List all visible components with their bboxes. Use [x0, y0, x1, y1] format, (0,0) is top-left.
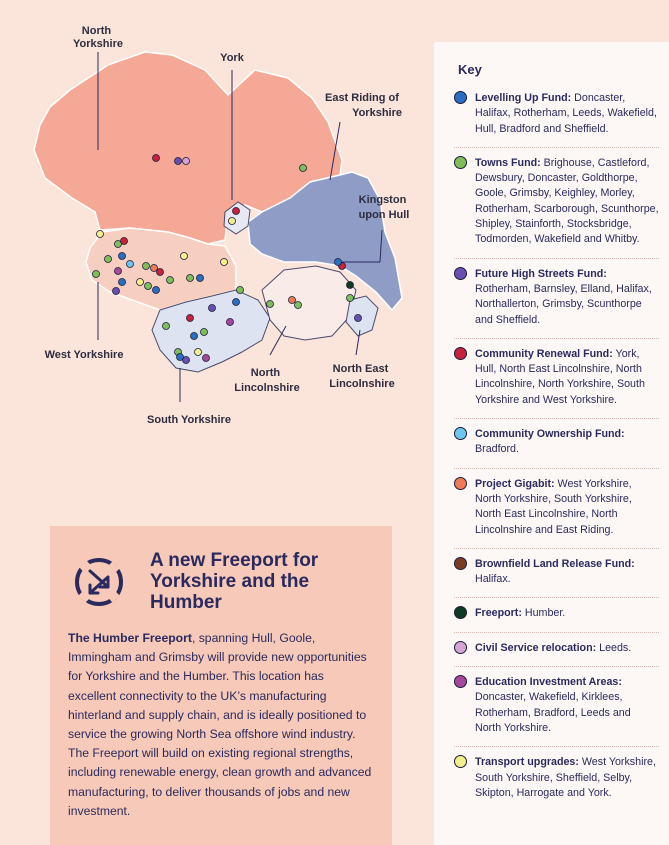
- map-dot: [119, 279, 126, 286]
- map-dot: [289, 297, 296, 304]
- map-dot: [335, 259, 342, 266]
- north-lincolnshire-region[interactable]: [262, 266, 356, 340]
- key-description: Bradford.: [475, 443, 519, 456]
- map-dot: [175, 158, 182, 165]
- key-description: Doncaster, Wakefield, Kirklees, Rotherham, Bradford, Leeds and North Yorkshire.: [475, 691, 631, 734]
- label-kingston-upon-hull: Kingston upon Hull: [358, 194, 410, 221]
- key-description: Rotherham, Barnsley, Elland, Halifax, Northallerton, Grimsby, Scunthorpe and Sheffield.: [475, 282, 652, 326]
- map-dot: [347, 295, 354, 302]
- map-dot: [355, 315, 362, 322]
- key-description: York, Hull, North East Lincolnshire, North Lincolnshire, North Yorkshire, South Yorkshire and West Yorkshire.: [475, 347, 645, 406]
- key-name: Civil Service relocation:: [475, 641, 597, 654]
- map-dot: [167, 277, 174, 284]
- key-name: Future High Streets Fund:: [475, 267, 607, 280]
- map-dot: [115, 268, 122, 275]
- map-dot: [347, 282, 354, 289]
- key-dot-icon: [454, 606, 467, 619]
- map-dot: [163, 323, 170, 330]
- key-item: [454, 606, 659, 621]
- map-dot: [267, 301, 274, 308]
- key-name: Transport upgrades:: [475, 756, 579, 769]
- map-dot: [93, 271, 100, 278]
- key-item: [454, 557, 659, 588]
- map-dot: [233, 208, 240, 215]
- key-name: Brownfield Land Release Fund:: [475, 557, 635, 570]
- key-name: Community Ownership Fund:: [475, 428, 625, 441]
- key-separator: [454, 746, 659, 747]
- map-dot: [237, 287, 244, 294]
- key-separator: [454, 666, 659, 667]
- key-dot-icon: [454, 675, 467, 688]
- key-dot-icon: [454, 156, 467, 169]
- key-separator: [454, 468, 659, 469]
- key-item: [454, 91, 659, 137]
- map-dot: [227, 319, 234, 326]
- key-items: [454, 91, 659, 801]
- key-name: Education Investment Areas:: [475, 676, 622, 689]
- key-dot-icon: [454, 477, 467, 490]
- map-dot: [195, 349, 202, 356]
- key-dot-icon: [454, 267, 467, 280]
- key-title: Key: [458, 62, 482, 77]
- map-dot: [157, 269, 164, 276]
- key-dot-icon: [454, 427, 467, 440]
- label-west-yorkshire: West Yorkshire: [44, 349, 124, 361]
- label-north-lincolnshire: North Lincolnshire: [234, 367, 300, 394]
- map-dot: [209, 305, 216, 312]
- freeport-body: [68, 629, 372, 821]
- region-map: [0, 0, 434, 520]
- key-name: Levelling Up Fund:: [475, 92, 572, 104]
- key-separator: [454, 338, 659, 339]
- key-description: Doncaster, Halifax, Rotherham, Leeds, Wakefield, Hull, Bradford and Sheffield.: [475, 92, 657, 135]
- key-separator: [454, 632, 659, 633]
- key-dot-icon: [454, 755, 467, 768]
- key-text: [475, 641, 631, 656]
- key-text: [475, 477, 659, 538]
- label-south-yorkshire: South Yorkshire: [147, 414, 231, 426]
- north-east-lincolnshire-region[interactable]: [346, 296, 378, 336]
- key-text: [475, 606, 565, 621]
- map-dot: [181, 253, 188, 260]
- map-dot: [197, 275, 204, 282]
- key-item: [454, 755, 659, 801]
- key-name: Project Gigabit:: [475, 477, 555, 490]
- key-separator: [454, 147, 659, 148]
- key-text: [475, 557, 659, 588]
- freeport-heading: [68, 550, 372, 613]
- key-item: [454, 641, 659, 656]
- key-separator: [454, 597, 659, 598]
- map-dot: [137, 279, 144, 286]
- freeport-text: , spanning Hull, Goole, Immingham and Grimsby will provide new opportunities for Yorkshire and the Humber. This location has excellent connectivity to the UK’s manufacturing hinterland and supply chain, and is ideally positioned to service the growing North Sea offshore wind industry. The Freeport will build on existing regional strengths, including renewable energy, clean growth and advanced manufacturing, to deliver thousands of jobs and new investment.: [68, 631, 372, 818]
- map-dot: [295, 302, 302, 309]
- label-york: York: [220, 52, 244, 64]
- map-dot: [229, 218, 236, 225]
- key-text: [475, 156, 659, 248]
- map-dot: [183, 158, 190, 165]
- key-description: West Yorkshire, North Yorkshire, South Yorkshire, North East Lincolnshire, North Lincolnshire and East Riding.: [475, 477, 632, 536]
- key-dot-icon: [454, 557, 467, 570]
- key-item: [454, 675, 659, 736]
- key-description: West Yorkshire, South Yorkshire, Sheffield, Selby, Skipton, Harrogate and York.: [475, 756, 656, 799]
- map-dot: [145, 283, 152, 290]
- key-item: [454, 427, 659, 458]
- map-key: [434, 42, 669, 845]
- map-dot: [153, 155, 160, 162]
- map-dot: [221, 259, 228, 266]
- map-dot: [191, 333, 198, 340]
- map-dot: [187, 275, 194, 282]
- map-dot: [153, 287, 160, 294]
- map-dot: [127, 261, 134, 268]
- key-text: [475, 755, 659, 801]
- map-dot: [105, 256, 112, 263]
- key-item: [454, 347, 659, 408]
- map-dot: [113, 288, 120, 295]
- key-dot-icon: [454, 347, 467, 360]
- freeport-panel: [50, 526, 392, 845]
- key-text: [475, 427, 659, 458]
- key-separator: [454, 418, 659, 419]
- key-separator: [454, 548, 659, 549]
- key-description: Humber.: [521, 607, 566, 620]
- map-dot: [143, 263, 150, 270]
- key-description: Leeds.: [596, 641, 632, 654]
- key-name: Freeport:: [475, 607, 522, 620]
- key-description: Halifax.: [475, 573, 511, 586]
- key-text: [475, 267, 659, 328]
- map-dot: [233, 299, 240, 306]
- key-description: Brighouse, Castleford, Dewsbury, Doncaster, Goldthorpe, Goole, Grimsby, Keighley, Morley, Rotherham, Scarborough, Scunthorpe, Shipley, Stainforth, Stocksbridge, Todmorden, Wakefield and Whitby.: [475, 156, 659, 246]
- map-dot: [300, 165, 307, 172]
- key-text: [475, 91, 659, 137]
- key-text: [475, 347, 659, 408]
- map-dot: [203, 355, 210, 362]
- key-item: [454, 156, 659, 248]
- label-north-east-lincolnshire: North East Lincolnshire: [329, 363, 395, 390]
- map-dot: [201, 329, 208, 336]
- label-east-riding: East Riding of Yorkshire: [324, 92, 402, 119]
- key-item: [454, 267, 659, 328]
- freeport-title: A new Freeport for Yorkshire and the Humber: [150, 550, 319, 613]
- refresh-arrows-icon: [68, 551, 130, 613]
- map-dot: [177, 354, 184, 361]
- key-text: [475, 675, 659, 736]
- label-north-yorkshire: North Yorkshire: [73, 25, 123, 50]
- key-item: [454, 477, 659, 538]
- map-dot: [187, 315, 194, 322]
- map-dot: [119, 253, 126, 260]
- key-dot-icon: [454, 91, 467, 104]
- map-dot: [121, 238, 128, 245]
- freeport-lead: The Humber Freeport: [68, 631, 192, 645]
- key-name: Community Renewal Fund:: [475, 347, 613, 360]
- key-name: Towns Fund:: [475, 156, 541, 169]
- map-dot: [97, 231, 104, 238]
- key-dot-icon: [454, 641, 467, 654]
- key-separator: [454, 258, 659, 259]
